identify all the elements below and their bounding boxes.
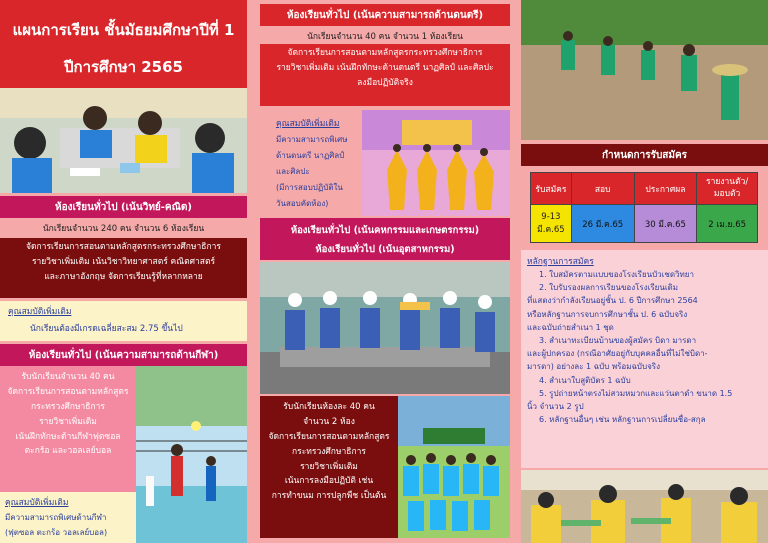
schedule-header-row <box>531 173 758 205</box>
music-qualification-line: ด้านดนตรี นาฏศิลป์ <box>276 151 345 160</box>
students-farming-photo <box>521 0 768 140</box>
schedule-value-exam: 26 มี.ค.65 <box>571 205 634 243</box>
music-capacity: นักเรียนจำนวน 40 คน จำนวน 1 ห้องเรียน <box>307 32 463 42</box>
document-item: 3. สำเนาทะเบียนบ้านของผู้สมัคร บิดา มารดา <box>539 335 697 345</box>
agri-body-line: จัดการเรียนการสอนตามหลักสูตร <box>268 431 390 442</box>
agri-industry-heading-line2: ห้องเรียนทั่วไป (เน้นอุตสาหกรรม) <box>315 244 455 255</box>
document-item: และผู้ปกครอง (กรณีอาศัยอยู่กับบุคคลอื่นที่ไม่ใช่บิดา- <box>527 349 708 359</box>
science-math-heading: ห้องเรียนทั่วไป (เน้นวิทย์-คณิต) <box>0 196 247 218</box>
students-volleyball-photo <box>136 366 247 543</box>
students-science-lab-photo <box>0 88 247 193</box>
document-item: และฉบับถ่ายสำเนา 1 ชุด <box>527 322 614 332</box>
document-item: 4. สำเนาใบสูติบัตร 1 ฉบับ <box>539 375 631 385</box>
schedule-header-announce: ประกาศผล <box>634 173 697 205</box>
document-item: ที่แสดงว่ากำลังเรียนอยู่ชั้น ป. 6 ปีการศึกษา 2564 <box>527 296 698 306</box>
music-qualification-title: คุณสมบัติเพิ่มเติม <box>276 119 340 129</box>
document-item: หรือหลักฐานการจบการศึกษาชั้น ป. 6 ฉบับจริง <box>527 309 688 319</box>
music-qualification <box>272 114 358 226</box>
sports-qualification <box>0 492 136 543</box>
agri-industry-heading-line1: ห้องเรียนทั่วไป (เน้นคหกรรมและเกษตรกรรม) <box>290 225 480 236</box>
sports-body-line: รับนักเรียนจำนวน 40 คน <box>21 372 115 382</box>
thai-dance-performance-photo <box>362 110 510 216</box>
science-math-qualification-title: คุณสมบัติเพิ่มเติม <box>8 307 72 317</box>
schedule-value-apply: 9-13 มี.ค.65 <box>531 205 572 243</box>
sports-body-line: กระทรวงศึกษาธิการ <box>31 401 105 412</box>
students-classroom-photo <box>521 470 768 543</box>
document-item: 6. หลักฐานอื่นๆ เช่น หลักฐานการเปลี่ยนชื่อ-สกุล <box>539 415 706 425</box>
students-cooking-photo <box>260 262 510 394</box>
science-math-curriculum-line: รายวิชาเพิ่มเติม เน้นวิชาวิทยาศาสตร์ คณิตศาสตร์ <box>31 256 216 267</box>
schedule-value-row <box>531 205 758 243</box>
schedule-heading: กำหนดการรับสมัคร <box>521 144 768 166</box>
schedule-header-report: รายงานตัว/ มอบตัว <box>697 173 758 205</box>
document-item: 5. รูปถ่ายหน้าตรงไม่สวมหมวกและแว่นตาดำ ขนาด 1.5 <box>539 388 733 398</box>
sports-qualification-title: คุณสมบัติเพิ่มเติม <box>5 498 69 508</box>
science-math-curriculum-line: จัดการเรียนการสอนตามหลักสูตรกระทรวงศึกษาธิการ <box>26 242 221 252</box>
sports-qualification-line: มีความสามารถพิเศษด้านกีฬา <box>5 513 107 522</box>
sports-body-line: จัดการเรียนการสอนตามหลักสูตร <box>7 386 129 397</box>
agri-body-line: กระทรวงศึกษาธิการ <box>292 446 366 457</box>
sports-body-line: รายวิชาเพิ่มเติม <box>39 416 97 427</box>
science-math-qualification-text: นักเรียนต้องมีเกรดเฉลี่ยสะสม 2.75 ขึ้นไป <box>30 324 183 334</box>
schedule-value-announce: 30 มี.ค.65 <box>634 205 697 243</box>
schedule-table <box>530 172 758 243</box>
science-math-curriculum <box>0 238 247 298</box>
sports-qualification-line: (ฟุตซอล ตะกร้อ วอลเลย์บอล) <box>5 528 108 537</box>
document-item: 2. ใบรับรองผลการเรียนของโรงเรียนเดิม <box>539 283 679 293</box>
music-curriculum <box>260 44 510 106</box>
agri-body-line: การทำขนม การปลูกพืช เป็นต้น <box>271 491 387 502</box>
science-math-qualification <box>0 301 247 341</box>
sports-heading: ห้องเรียนทั่วไป (เน้นความสามารถด้านกีฬา) <box>0 344 247 366</box>
documents-title: หลักฐานการสมัคร <box>527 257 594 267</box>
music-curriculum-line: ลงมือปฏิบัติจริง <box>357 77 413 88</box>
music-curriculum-line: รายวิชาเพิ่มเติม เน้นฝึกทักษะด้านดนตรี นาฏศิลป์ และศิลปะ <box>276 62 494 73</box>
agri-body-line: จำนวน 2 ห้อง <box>303 416 355 427</box>
title-line2: ปีการศึกษา 2565 <box>64 58 183 76</box>
agri-body-line: รับนักเรียนห้องละ 40 คน <box>283 402 375 412</box>
documents-panel <box>521 250 768 468</box>
schedule-header-exam: สอบ <box>571 173 634 205</box>
music-qualification-line: มีความสามารถพิเศษ <box>276 135 348 144</box>
music-qualification-line: วันสอบคัดห้อง) <box>276 199 329 208</box>
music-qualification-line: (มีการสอบปฏิบัติใน <box>276 183 343 192</box>
agri-industry-heading <box>260 218 510 260</box>
agri-body-line: รายวิชาเพิ่มเติม <box>300 461 358 472</box>
music-qualification-line: และศิลปะ <box>276 167 310 176</box>
document-item: 1. ใบสมัครตามแบบของโรงเรียนบัวเชดวิทยา <box>539 270 694 279</box>
sports-body-line: เน้นฝึกทักษะด้านกีฬาฟุตซอล <box>15 431 121 442</box>
students-group-photo <box>398 396 510 538</box>
sports-body-line: ตะกร้อ และวอลเลย์บอล <box>24 446 112 457</box>
music-curriculum-line: จัดการเรียนการสอนตามหลักสูตรกระทรวงศึกษาธิการ <box>287 48 483 58</box>
science-math-capacity: นักเรียนจำนวน 240 คน จำนวน 6 ห้องเรียน <box>42 224 205 234</box>
music-heading: ห้องเรียนทั่วไป (เน้นความสามารถด้านดนตรี) <box>260 4 510 26</box>
title-banner <box>0 0 247 88</box>
title-line1: แผนการเรียน ชั้นมัธยมศึกษาปีที่ 1 <box>12 21 235 39</box>
sports-info <box>0 366 136 492</box>
science-math-curriculum-line: และภาษาอังกฤษ จัดการเรียนรู้ที่หลากหลาย <box>44 271 203 282</box>
agri-body-line: เน้นการลงมือปฏิบัติ เช่น <box>284 476 374 487</box>
agri-industry-info <box>260 396 398 538</box>
schedule-value-report: 2 เม.ย.65 <box>697 205 758 243</box>
schedule-header-apply: รับสมัคร <box>531 173 572 205</box>
document-item: มารดา) อย่างละ 1 ฉบับ พร้อมฉบับจริง <box>527 362 660 372</box>
document-item: นิ้ว จำนวน 2 รูป <box>527 401 584 411</box>
